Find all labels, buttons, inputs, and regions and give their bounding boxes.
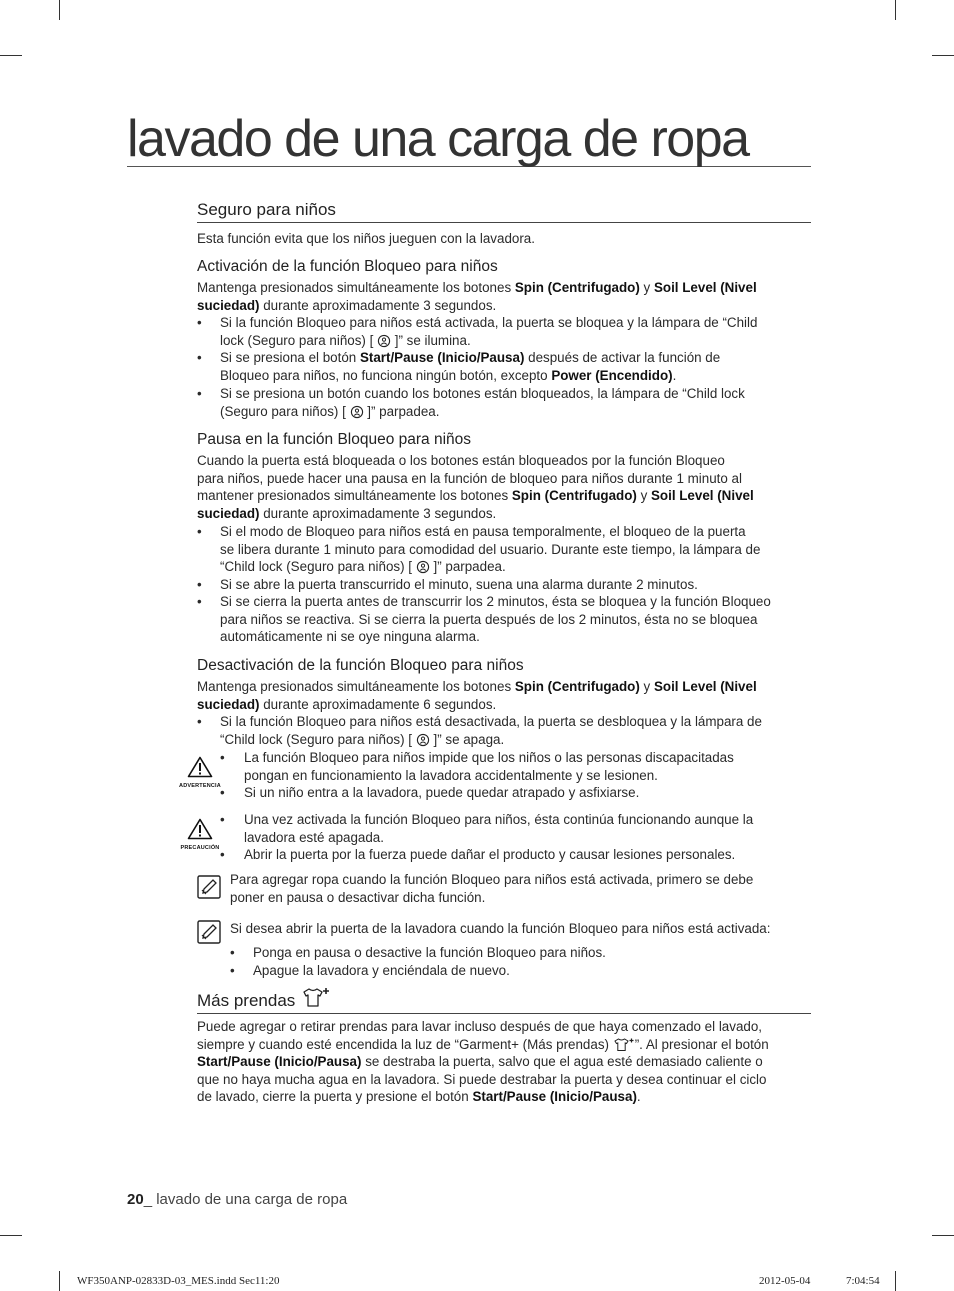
section-heading-child-lock: Seguro para niños (197, 200, 811, 223)
crop-mark (59, 0, 60, 20)
crop-mark (932, 55, 954, 56)
crop-mark (895, 1271, 896, 1291)
crop-mark (59, 1271, 60, 1291)
footer-section: lavado de una carga de ropa (156, 1191, 348, 1208)
deactivation-paragraph: Mantenga presionados simultáneamente los botones Spin (Centrifugado) y Soil Level (Nivel suciedad) durante aproximadamente 6 segundos. (197, 679, 757, 712)
crop-mark (0, 55, 22, 56)
section-heading-garment-plus: Más prendas (197, 987, 811, 1014)
garment-plus-icon (300, 987, 332, 1009)
page-footer: 20_ lavado de una carga de ropa (127, 1191, 348, 1208)
caution-block (178, 818, 222, 851)
warning-label: ADVERTENCIA (179, 783, 221, 789)
slug-time: 7:04:54 (846, 1275, 880, 1287)
slug-file: WF350ANP-02833D-03_MES.indd Sec11:20 (77, 1275, 280, 1287)
note-pencil-icon (197, 920, 221, 944)
caution-label: PRECAUCIÓN (180, 845, 220, 851)
garment-plus-icon (613, 1038, 635, 1052)
note-text: Si desea abrir la puerta de la lavadora cuando la función Bloqueo para niños está activada: (230, 921, 771, 936)
warning-triangle-icon (187, 756, 213, 778)
warning-triangle-icon (187, 818, 213, 840)
activation-paragraph: Mantenga presionados simultáneamente los botones Spin (Centrifugado) y Soil Level (Nivel suciedad) durante aproximadamente 3 segundos. (197, 280, 757, 313)
child-lock-icon (377, 334, 391, 348)
garment-plus-paragraph: Puede agregar o retirar prendas para lavar incluso después de que haya comenzado el lavado, siempre y cuando esté encendida la luz de “Garment+ (Más prendas) ”. Al presionar el botón Start/Pause (Inicio/Pausa) se destraba la puerta, salvo que el agua esté demasiado caliente o que no haya mucha agua en la lavadora. Si puede destrabar la puerta y desea continuar el ciclo de lavado, cierre la puerta y presione el botón Start/Pause (Inicio/Pausa). (197, 1019, 769, 1105)
crop-mark (0, 1235, 22, 1236)
child-lock-icon (416, 733, 430, 747)
crop-mark (932, 1235, 954, 1236)
note-pencil-icon (197, 875, 221, 899)
pause-heading: Pausa en la función Bloqueo para niños (197, 431, 472, 448)
activation-heading: Activación de la función Bloqueo para niños (197, 258, 498, 275)
page-number: 20 (127, 1191, 144, 1208)
slug-date: 2012-05-04 (759, 1275, 811, 1287)
warning-block (178, 756, 222, 789)
child-lock-icon (416, 560, 430, 574)
note-text: Para agregar ropa cuando la función Bloqueo para niños está activada, primero se debe poner en pausa o desactivar dicha función. (230, 872, 754, 905)
crop-mark (895, 0, 896, 20)
deactivation-heading: Desactivación de la función Bloqueo para niños (197, 657, 524, 674)
child-lock-icon (350, 405, 364, 419)
child-lock-intro: Esta función evita que los niños jueguen con la lavadora. (197, 231, 535, 246)
page-title: lavado de una carga de ropa (127, 112, 811, 167)
pause-paragraph: Cuando la puerta está bloqueada o los botones están bloqueados por la función Bloqueo para niños, puede hacer una pausa en la función de bloqueo para niños durante 1 minuto al mantener presionados simultáneamente los botones Spin (Centrifugado) y Soil Level (Nivel suciedad) durante aproximadamente 3 segundos. (197, 453, 754, 521)
